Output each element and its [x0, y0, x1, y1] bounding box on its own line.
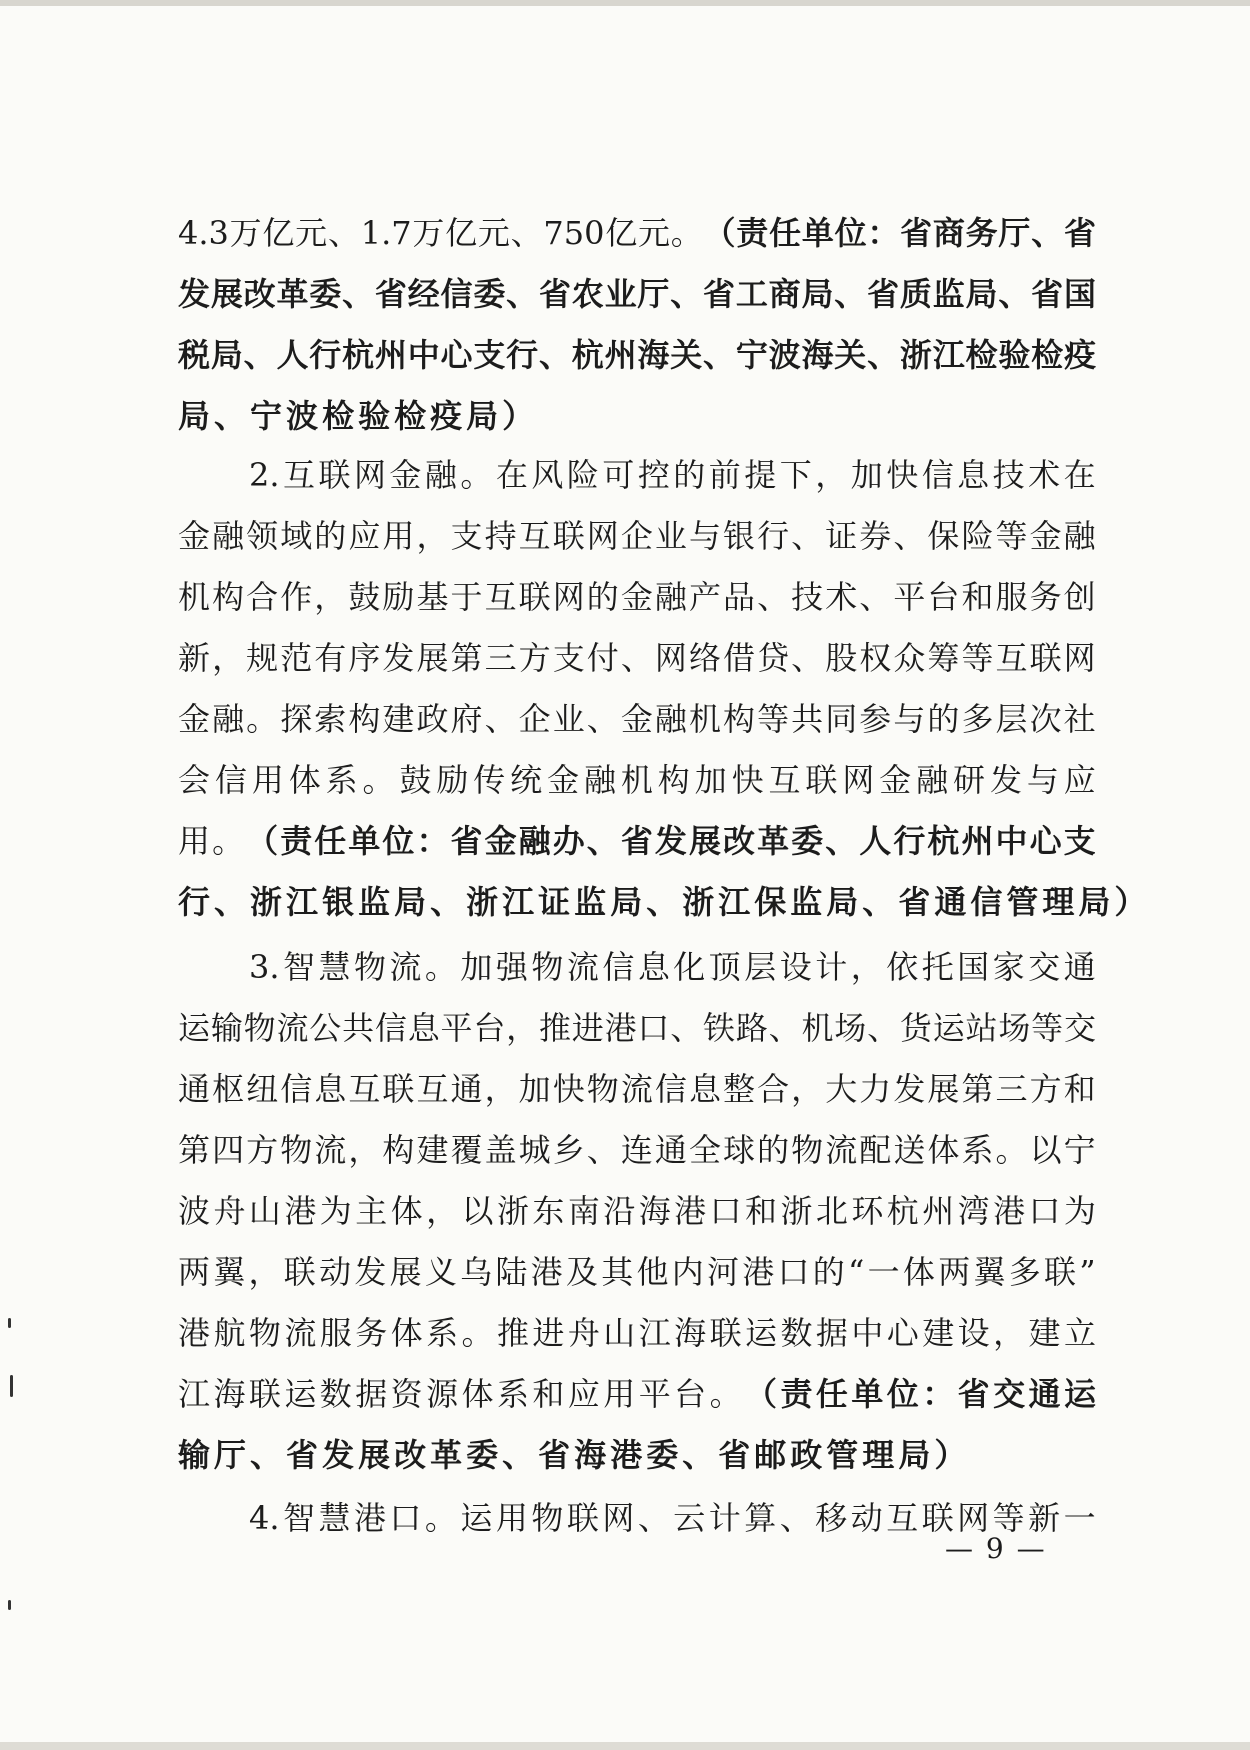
- text-line: 港 航 物 流 服 务 体 系 。 推 进 舟 山 江 海 联 运 数 据 中 心 建 设 ， 建 立: [178, 1314, 1096, 1352]
- text-line: 会 信 用 体 系 。 鼓 励 传 统 金 融 机 构 加 快 互 联 网 金 融 研 发 与 应: [178, 761, 1096, 799]
- text-line: 4. 智 慧 港 口 。 运 用 物 联 网 、 云 计 算 、 移 动 互 联 网 等 新 一: [248, 1499, 1096, 1537]
- scan-bottom-edge: [0, 1742, 1250, 1750]
- binding-mark: [8, 1600, 11, 1610]
- text-line: 江 海 联 运 数 据 资 源 体 系 和 应 用 平 台 。 （ 责 任 单 位 ： 省 交 通 运: [178, 1375, 1096, 1413]
- text-line: 运 输 物 流 公 共 信 息 平 台 ， 推 进 港 口 、 铁 路 、 机 场 、 货 运 站 场 等 交: [178, 1009, 1096, 1047]
- text-line: 局 、 宁 波 检 验 检 疫 局 ）: [178, 397, 535, 435]
- binding-mark: [8, 1318, 11, 1328]
- scan-top-edge: [0, 0, 1250, 6]
- text-line: 2. 互 联 网 金 融 。 在 风 险 可 控 的 前 提 下 ， 加 快 信 息 技 术 在: [248, 456, 1096, 494]
- text-line: 两 翼 ， 联 动 发 展 义 乌 陆 港 及 其 他 内 河 港 口 的 “ 一 体 两 翼 多 联 ”: [178, 1253, 1096, 1291]
- page-number: — 9 —: [945, 1532, 1047, 1565]
- text-line: 通 枢 纽 信 息 互 联 互 通 ， 加 快 物 流 信 息 整 合 ， 大 力 发 展 第 三 方 和: [178, 1070, 1096, 1108]
- text-line: 4.3 万 亿 元 、 1.7 万 亿 元 、 750 亿 元 。 （ 责 任 单 位 ： 省 商 务 厅 、 省: [178, 214, 1096, 252]
- text-line: 行 、 浙 江 银 监 局 、 浙 江 证 监 局 、 浙 江 保 监 局 、 省 通 信 管 理 局 ）: [178, 883, 1147, 921]
- text-line: 用 。 （ 责 任 单 位 ： 省 金 融 办 、 省 发 展 改 革 委 、 人 行 杭 州 中 心 支: [178, 822, 1096, 860]
- text-line: 金 融 。 探 索 构 建 政 府 、 企 业 、 金 融 机 构 等 共 同 参 与 的 多 层 次 社: [178, 700, 1096, 738]
- text-line: 3. 智 慧 物 流 。 加 强 物 流 信 息 化 顶 层 设 计 ， 依 托 国 家 交 通: [248, 948, 1096, 986]
- text-line: 输 厅 、 省 发 展 改 革 委 、 省 海 港 委 、 省 邮 政 管 理 局 ）: [178, 1436, 967, 1474]
- binding-mark: [10, 1375, 13, 1397]
- text-line: 金 融 领 域 的 应 用 ， 支 持 互 联 网 企 业 与 银 行 、 证 券 、 保 险 等 金 融: [178, 517, 1096, 555]
- text-line: 税 局 、 人 行 杭 州 中 心 支 行 、 杭 州 海 关 、 宁 波 海 关 、 浙 江 检 验 检 疫: [178, 336, 1096, 374]
- paragraph-2-internet-finance: [178, 445, 1147, 933]
- text-line: 第 四 方 物 流 ， 构 建 覆 盖 城 乡 、 连 通 全 球 的 物 流 配 送 体 系 。 以 宁: [178, 1131, 1096, 1169]
- text-line: 波 舟 山 港 为 主 体 ， 以 浙 东 南 沿 海 港 口 和 浙 北 环 杭 州 湾 港 口 为: [178, 1192, 1096, 1230]
- text-line: 机 构 合 作 ， 鼓 励 基 于 互 联 网 的 金 融 产 品 、 技 术 、 平 台 和 服 务 创: [178, 578, 1096, 616]
- text-line: 新 ， 规 范 有 序 发 展 第 三 方 支 付 、 网 络 借 贷 、 股 权 众 筹 等 互 联 网: [178, 639, 1096, 677]
- paragraph-1: [178, 203, 1096, 447]
- text-line: 发 展 改 革 委 、 省 经 信 委 、 省 农 业 厅 、 省 工 商 局 、 省 质 监 局 、 省 国: [178, 275, 1096, 313]
- paragraph-3-smart-logistics: [178, 937, 1096, 1486]
